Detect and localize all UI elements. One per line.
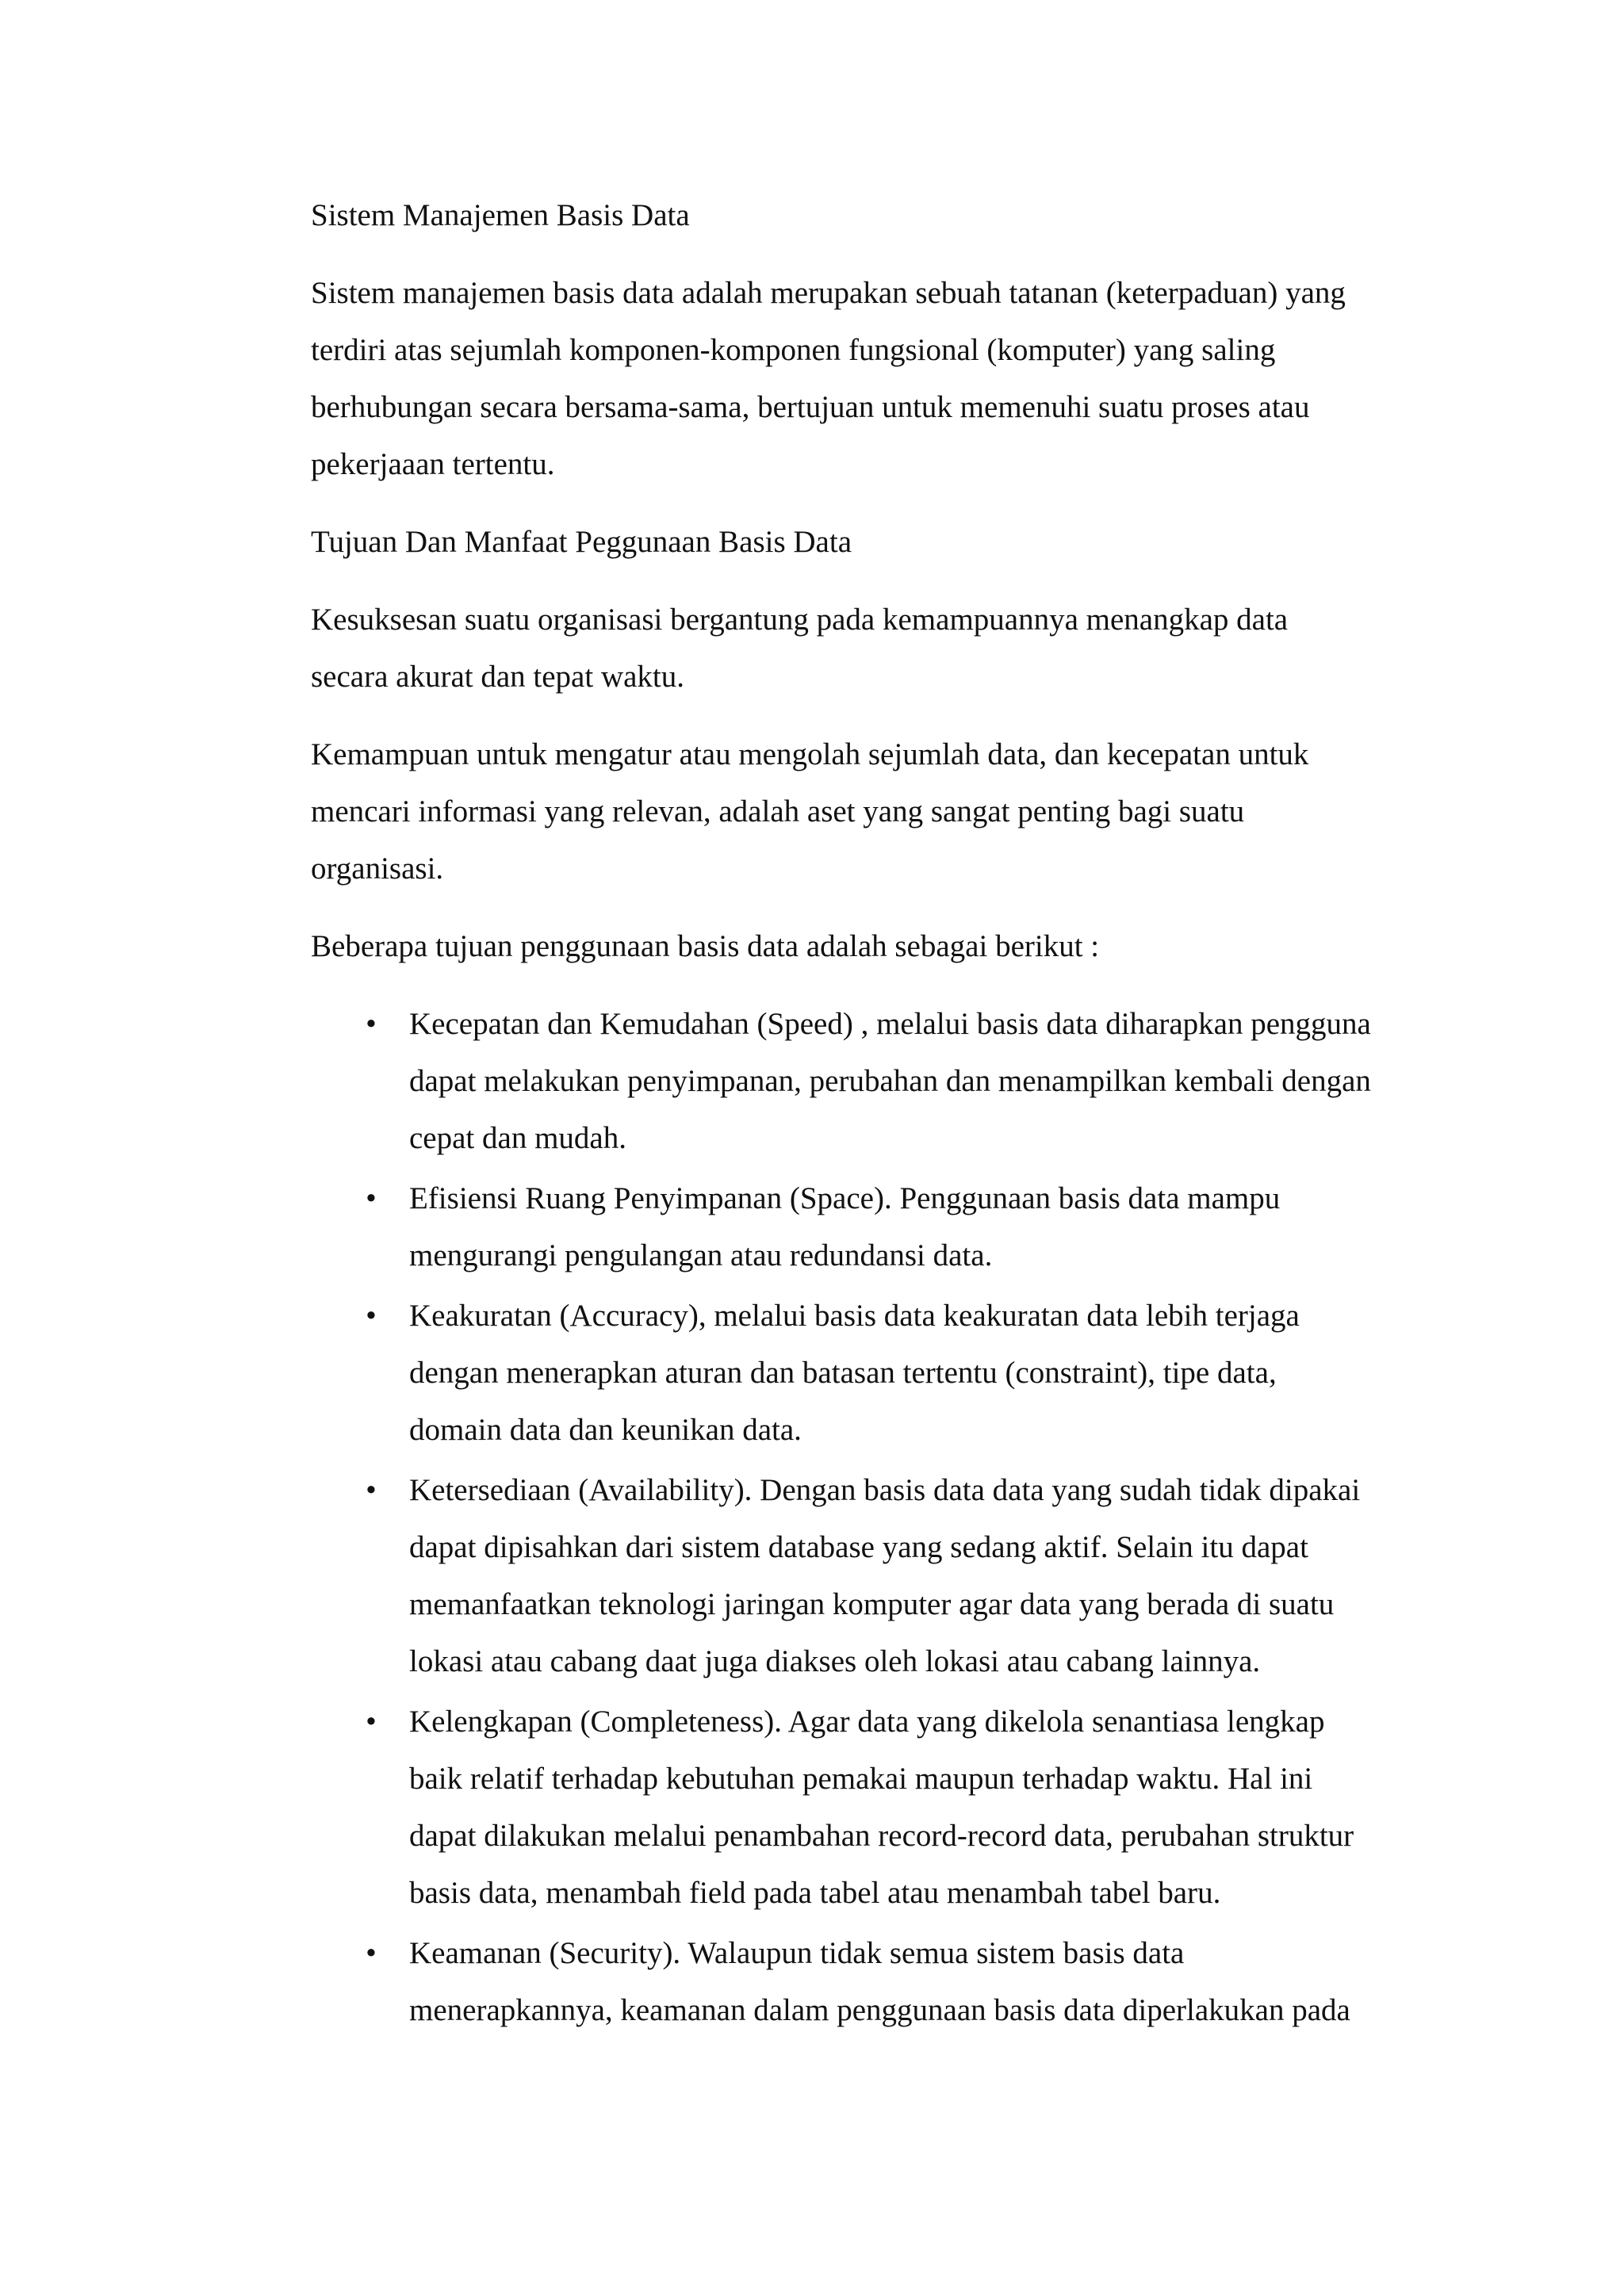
text-line: Kesuksesan suatu organisasi bergantung pada kemampuannya menangkap data [311, 603, 1289, 637]
text-line: pekerjaaan tertentu. [311, 447, 555, 481]
list-item [311, 1693, 1445, 1922]
text-line: Sistem manajemen basis data adalah merupakan sebuah tatanan (keterpaduan) yang [311, 276, 1346, 310]
paragraph-definition [311, 265, 1445, 493]
text-line: memanfaatkan teknologi jaringan komputer agar data yang berada di suatu [409, 1587, 1335, 1621]
text-line: menerapkannya, keamanan dalam penggunaan basis data diperlakukan pada [409, 1993, 1350, 2027]
text-line: cepat dan mudah. [409, 1121, 626, 1155]
list-item [311, 996, 1445, 1167]
text-line: dengan menerapkan aturan dan batasan tertentu (constraint), tipe data, [409, 1356, 1277, 1390]
text-line: mencari informasi yang relevan, adalah aset yang sangat penting bagi suatu [311, 794, 1245, 828]
text-line: domain data dan keunikan data. [409, 1413, 802, 1447]
text-line: Beberapa tujuan penggunaan basis data adalah sebagai berikut : [311, 929, 1100, 963]
list-item [311, 1288, 1445, 1459]
document-body [311, 187, 1445, 2042]
document-title: Sistem Manajemen Basis Data [311, 198, 690, 232]
bullet-glyph: • [366, 1705, 377, 1739]
paragraph-goals-intro [311, 918, 1445, 975]
text-line: dapat melakukan penyimpanan, perubahan dan menampilkan kembali dengan [409, 1064, 1371, 1098]
list-item [311, 1462, 1445, 1690]
goals-list [311, 996, 1445, 2039]
text-line: terdiri atas sejumlah komponen-komponen fungsional (komputer) yang saling [311, 333, 1276, 367]
bullet-glyph: • [366, 1936, 377, 1970]
text-line: mengurangi pengulangan atau redundansi data. [409, 1238, 993, 1272]
paragraph-ability [311, 726, 1445, 897]
text-line: Ketersediaan (Availability). Dengan basis data data yang sudah tidak dipakai [409, 1473, 1361, 1507]
text-line: lokasi atau cabang daat juga diakses oleh lokasi atau cabang lainnya. [409, 1644, 1261, 1678]
text-line: Keamanan (Security). Walaupun tidak semua sistem basis data [409, 1936, 1185, 1970]
bullet-glyph: • [366, 1473, 377, 1507]
bullet-glyph: • [366, 1181, 377, 1215]
bullet-glyph: • [366, 1007, 377, 1041]
text-line: dapat dilakukan melalui penambahan record-record data, perubahan struktur [409, 1819, 1354, 1853]
text-line: secara akurat dan tepat waktu. [311, 660, 685, 694]
text-line: Kelengkapan (Completeness). Agar data yang dikelola senantiasa lengkap [409, 1705, 1325, 1739]
paragraph-success [311, 591, 1445, 706]
list-item [311, 1925, 1445, 2039]
text-line: organisasi. [311, 851, 444, 886]
text-line: Efisiensi Ruang Penyimpanan (Space). Penggunaan basis data mampu [409, 1181, 1281, 1215]
text-line: Keakuratan (Accuracy), melalui basis data keakuratan data lebih terjaga [409, 1299, 1300, 1333]
bullet-glyph: • [366, 1299, 377, 1333]
text-line: basis data, menambah field pada tabel atau menambah tabel baru. [409, 1876, 1221, 1910]
text-line: Kecepatan dan Kemudahan (Speed) , melalui basis data diharapkan pengguna [409, 1007, 1371, 1041]
text-line: Kemampuan untuk mengatur atau mengolah sejumlah data, dan kecepatan untuk [311, 737, 1309, 771]
list-item [311, 1170, 1445, 1284]
text-line: baik relatif terhadap kebutuhan pemakai maupun terhadap waktu. Hal ini [409, 1762, 1313, 1796]
section-heading: Tujuan Dan Manfaat Peggunaan Basis Data [311, 525, 852, 559]
text-line: berhubungan secara bersama-sama, bertujuan untuk memenuhi suatu proses atau [311, 390, 1310, 424]
text-line: dapat dipisahkan dari sistem database yang sedang aktif. Selain itu dapat [409, 1530, 1308, 1564]
